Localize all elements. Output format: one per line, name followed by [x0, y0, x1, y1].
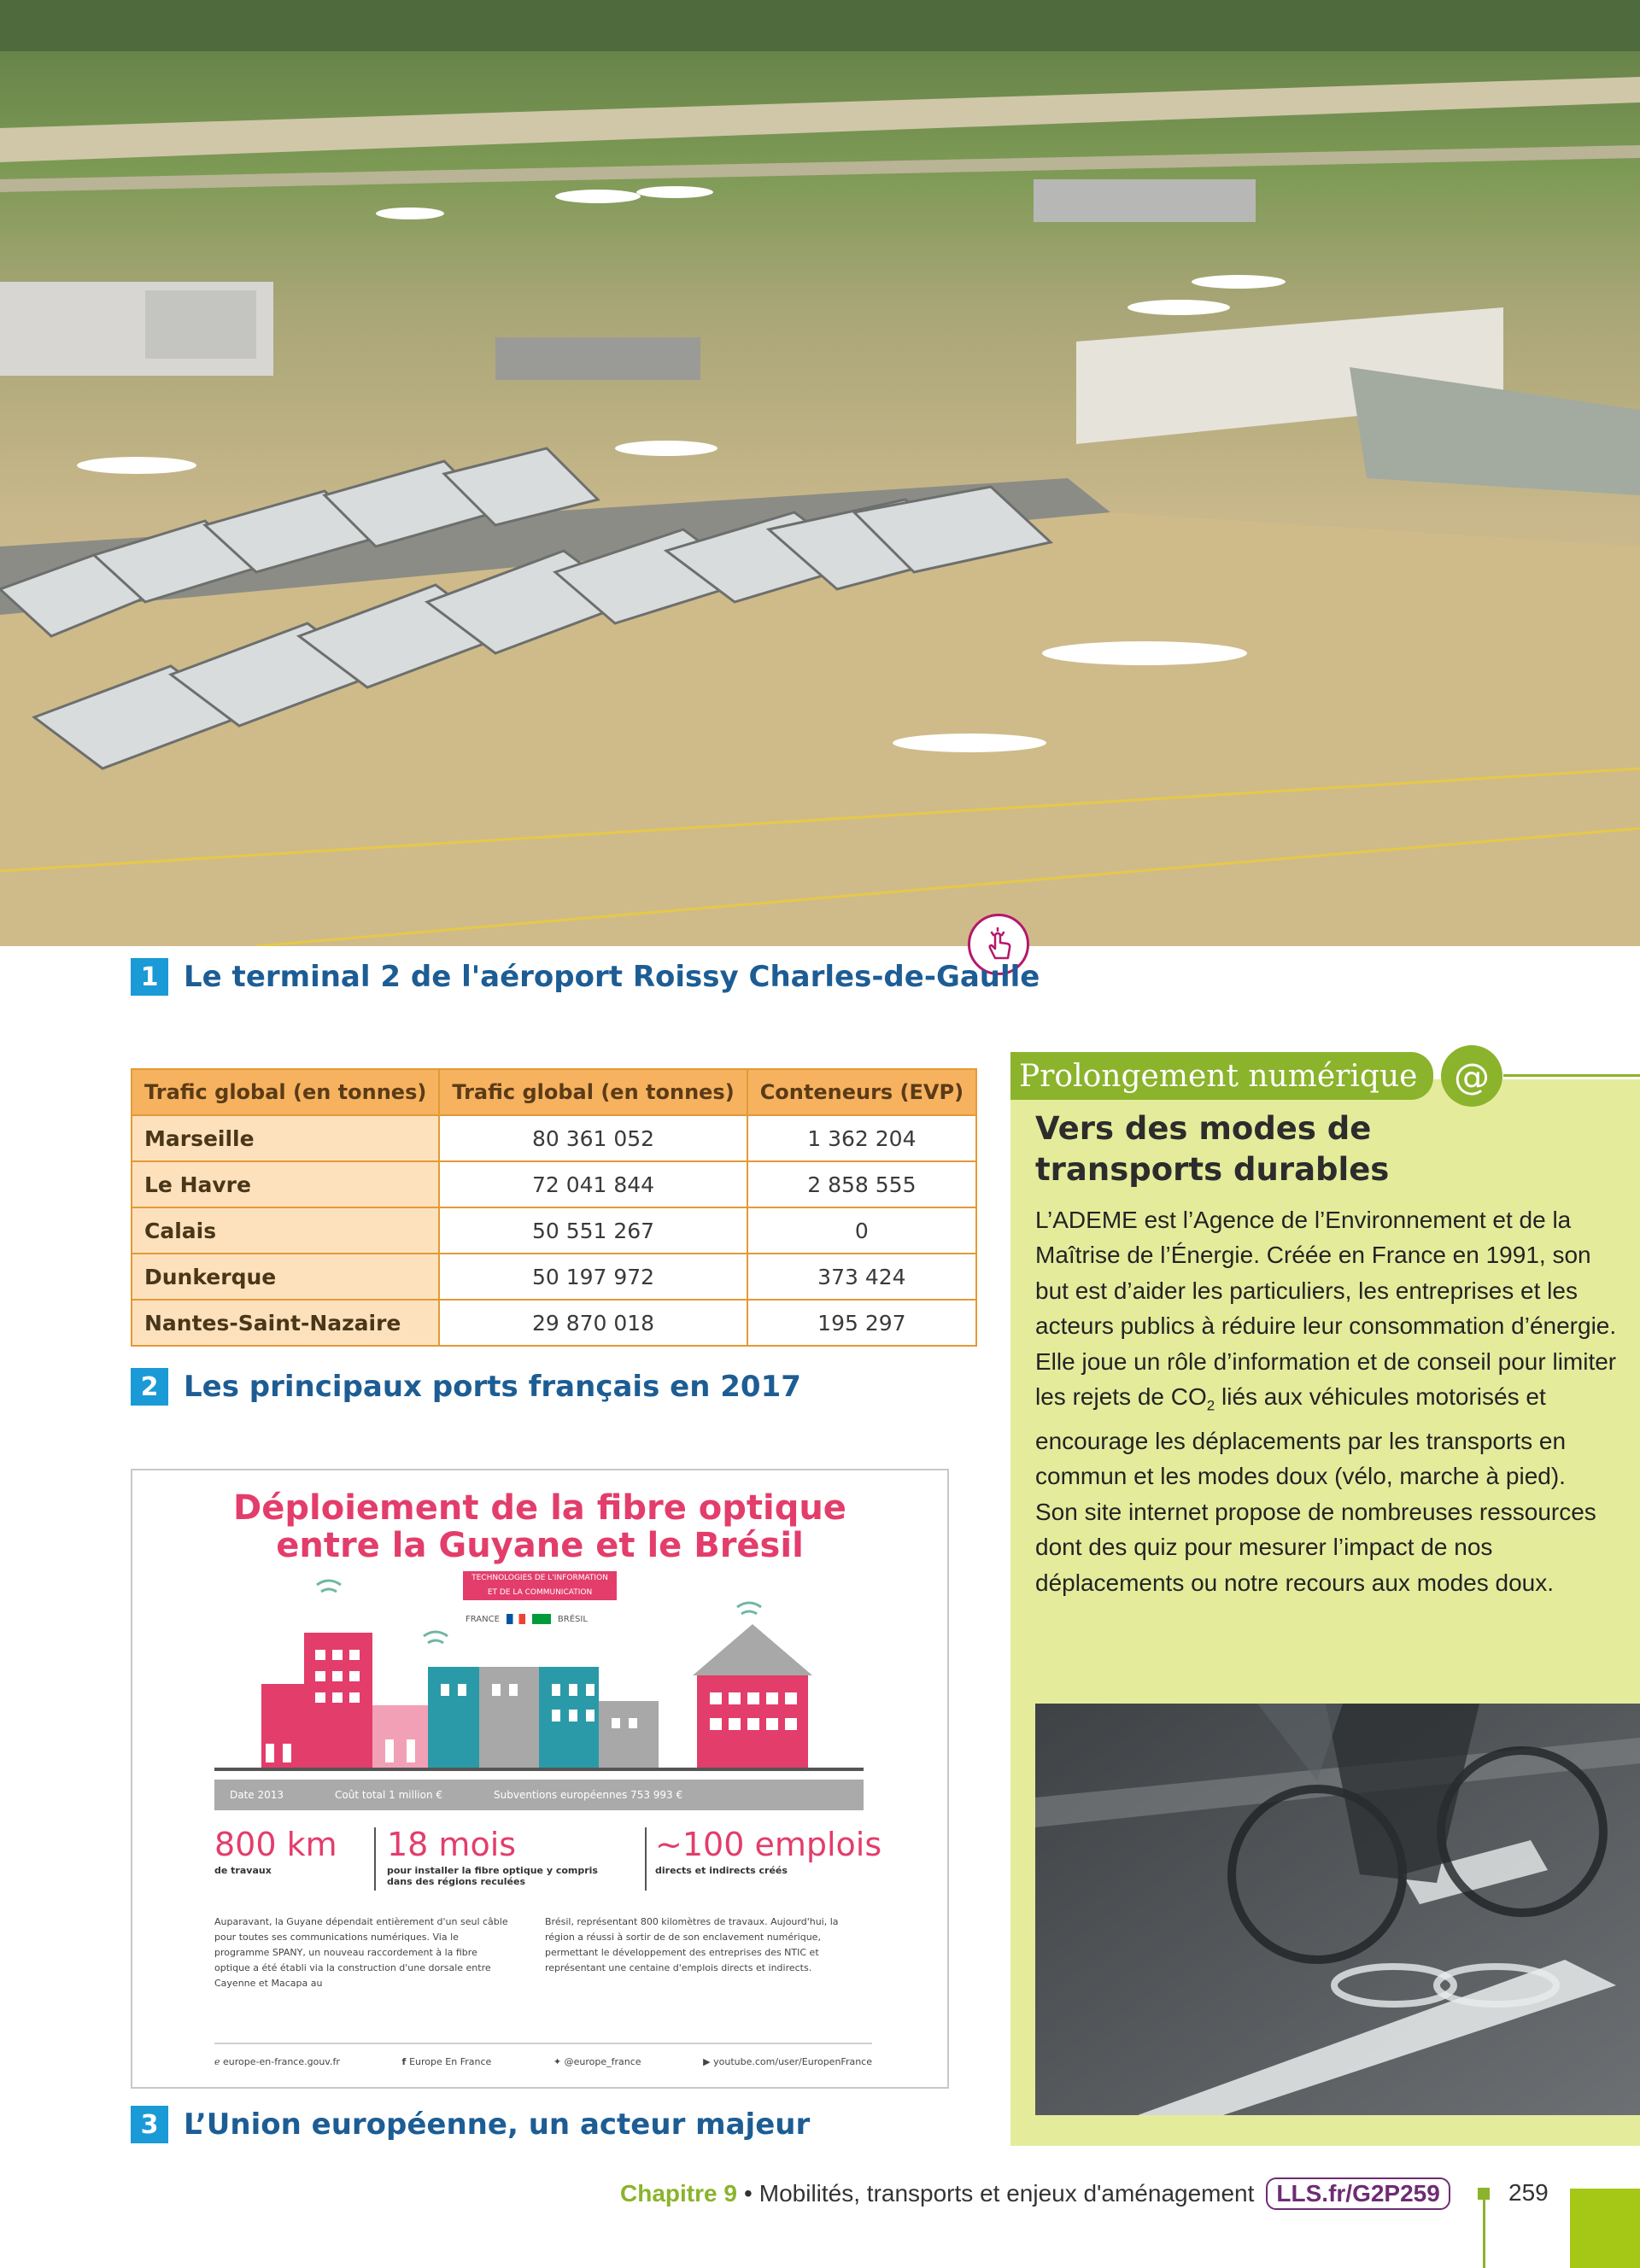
column-header: Trafic global (en tonnes) [439, 1069, 747, 1115]
sidebar-heading [1035, 1108, 1599, 1190]
airport-photo [0, 0, 1640, 946]
footer-chapter: Chapitre 9 [620, 2180, 737, 2207]
footer-twitter-link[interactable] [554, 2056, 641, 2067]
sidebar-tab-label: Prolongement numérique [1010, 1052, 1433, 1100]
infographic-footer-divider [214, 2043, 872, 2044]
table-row [132, 1115, 976, 1161]
table-row [132, 1161, 976, 1207]
stat-months-value: 18 mois [387, 1826, 517, 1863]
fiber-infographic [131, 1469, 949, 2089]
sidebar-paragraph-1: L’ADEME est l’Agence de l’Environnement et de la Maîtrise de l’Énergie. Créée en France en 1991, son but est d’aider les particuliers, les entreprises et les acteurs publics à réduire leur consommation d’énergie. [1035, 1207, 1617, 1340]
page-footer [620, 2177, 1450, 2210]
footer-lls-link[interactable]: LLS.fr/G2P259 [1266, 2177, 1450, 2210]
port-name: Nantes-Saint-Nazaire [132, 1300, 439, 1346]
stat-months-label-2: dans des régions reculées [387, 1876, 525, 1887]
port-traffic: 72 041 844 [439, 1161, 747, 1207]
web-icon: ℯ [214, 2056, 224, 2067]
port-name: Calais [132, 1207, 439, 1254]
footer-site-text: europe-en-france.gouv.fr [223, 2056, 340, 2067]
sidebar-paragraph-2-end: liés aux véhicules motorisés et encourage les déplacements par les transports en commun et les modes doux (vélo, marche à pied). [1035, 1383, 1567, 1490]
figure-title: Les principaux ports français en 2017 [184, 1370, 801, 1404]
infographic-footer [214, 2056, 872, 2067]
infographic-tag-line1: TECHNOLOGIES DE L'INFORMATION [463, 1571, 617, 1586]
stat-jobs-value: ~100 emplois [655, 1826, 882, 1863]
figure-title: L’Union européenne, un acteur majeur [184, 2107, 811, 2142]
port-containers: 373 424 [747, 1254, 976, 1300]
port-name: Marseille [132, 1115, 439, 1161]
figure-2-caption [131, 1368, 801, 1406]
table-header-row [132, 1069, 976, 1115]
cyclist-photo [1035, 1704, 1640, 2115]
stat-months-label-1: pour installer la fibre optique y compris [387, 1865, 598, 1876]
youtube-icon: ▶ [703, 2056, 714, 2067]
page-number-rule [1483, 2195, 1485, 2268]
sidebar-body [1035, 1202, 1625, 1600]
stat-km-value: 800 km [214, 1826, 337, 1863]
footer-facebook-link[interactable] [401, 2056, 491, 2067]
port-containers: 195 297 [747, 1300, 976, 1346]
port-name: Le Havre [132, 1161, 439, 1207]
airport-photo-art [0, 0, 1640, 946]
facebook-icon: f [401, 2056, 410, 2067]
footer-separator: • [743, 2180, 753, 2207]
sidebar-rule [1503, 1074, 1640, 1077]
stat-divider [645, 1827, 647, 1891]
port-containers: 2 858 555 [747, 1161, 976, 1207]
stat-jobs-label: directs et indirects créés [655, 1865, 788, 1876]
figure-number: 2 [131, 1368, 168, 1406]
footer-youtube-text: youtube.com/user/EuropenFrance [713, 2056, 872, 2067]
port-traffic: 80 361 052 [439, 1115, 747, 1161]
stat-divider [374, 1827, 376, 1891]
infographic-paragraph-right: Brésil, représentant 800 kilomètres de travaux. Aujourd'hui, la région a réussi à sortir de de son enclavement numérique, permettant le développement des entreprises des NTIC et représentant une centaine d'emplois directs et indirects. [545, 1916, 839, 1973]
buildings-illustration [214, 1573, 864, 1781]
stat-km-label: de travaux [214, 1865, 272, 1876]
column-header: Trafic global (en tonnes) [132, 1069, 439, 1115]
column-header: Conteneurs (EVP) [747, 1069, 976, 1115]
table-row [132, 1207, 976, 1254]
infographic-tag-line2: ET DE LA COMMUNICATION [463, 1586, 617, 1600]
footer-site-link[interactable] [214, 2056, 340, 2067]
ports-table [131, 1068, 977, 1347]
footer-twitter-text: @europe_france [564, 2056, 641, 2067]
flag-label-france: FRANCE [466, 1614, 500, 1624]
infographic-title-line2: entre la Guyane et le Brésil [276, 1526, 804, 1565]
port-traffic: 50 551 267 [439, 1207, 747, 1254]
at-icon: @ [1441, 1045, 1502, 1107]
sidebar-paragraph-3: Son site internet propose de nombreuses ressources dont des quiz pour mesurer l’impact de nos déplacements ou notre recours aux modes doux. [1035, 1498, 1596, 1596]
figure-number: 1 [131, 958, 168, 996]
band-subsidy: Subventions européennes 753 993 € [494, 1789, 683, 1801]
page-number: 259 [1508, 2179, 1549, 2206]
footer-youtube-link[interactable] [703, 2056, 872, 2067]
corner-tab [1570, 2189, 1640, 2268]
figure-3-caption [131, 2106, 810, 2143]
twitter-icon: ✦ [553, 2056, 565, 2067]
sidebar-heading-line1: Vers des modes de [1035, 1110, 1372, 1147]
port-containers: 1 362 204 [747, 1115, 976, 1161]
port-traffic: 29 870 018 [439, 1300, 747, 1346]
co2-subscript: 2 [1206, 1397, 1215, 1414]
figure-number: 3 [131, 2106, 168, 2143]
band-date: Date 2013 [230, 1789, 284, 1801]
figure-1-caption [131, 958, 1040, 996]
band-cost: Coût total 1 million € [335, 1789, 443, 1801]
footer-facebook-text: Europe En France [409, 2056, 492, 2067]
infographic-key-figures-band [214, 1780, 864, 1810]
flag-label-bresil: BRÉSIL [557, 1614, 588, 1624]
table-row [132, 1300, 976, 1346]
footer-chapter-title: Mobilités, transports et enjeux d'aménagement [758, 2180, 1255, 2207]
port-traffic: 50 197 972 [439, 1254, 747, 1300]
port-name: Dunkerque [132, 1254, 439, 1300]
infographic-paragraph-left: Auparavant, la Guyane dépendait entièrement d'un seul câble pour toutes ses communications numériques. Via le programme SPANY, un nouveau raccordement à la fibre optique a été établi via la construction d'une dorsale entre Cayenne et Macapa au [214, 1916, 508, 1989]
infographic-title-line1: Déploiement de la fibre optique [233, 1488, 846, 1528]
port-containers: 0 [747, 1207, 976, 1254]
cyclist-photo-art [1035, 1704, 1640, 2115]
sidebar-paragraph-2 [1035, 1344, 1625, 1494]
figure-title: Le terminal 2 de l'aéroport Roissy Charles-de-Gaulle [184, 960, 1040, 994]
table-row [132, 1254, 976, 1300]
sidebar-heading-line2: transports durables [1035, 1151, 1390, 1188]
sidebar-paragraph-2-start: Elle joue un rôle d’information et de conseil pour limiter les rejets de CO [1035, 1347, 1617, 1411]
